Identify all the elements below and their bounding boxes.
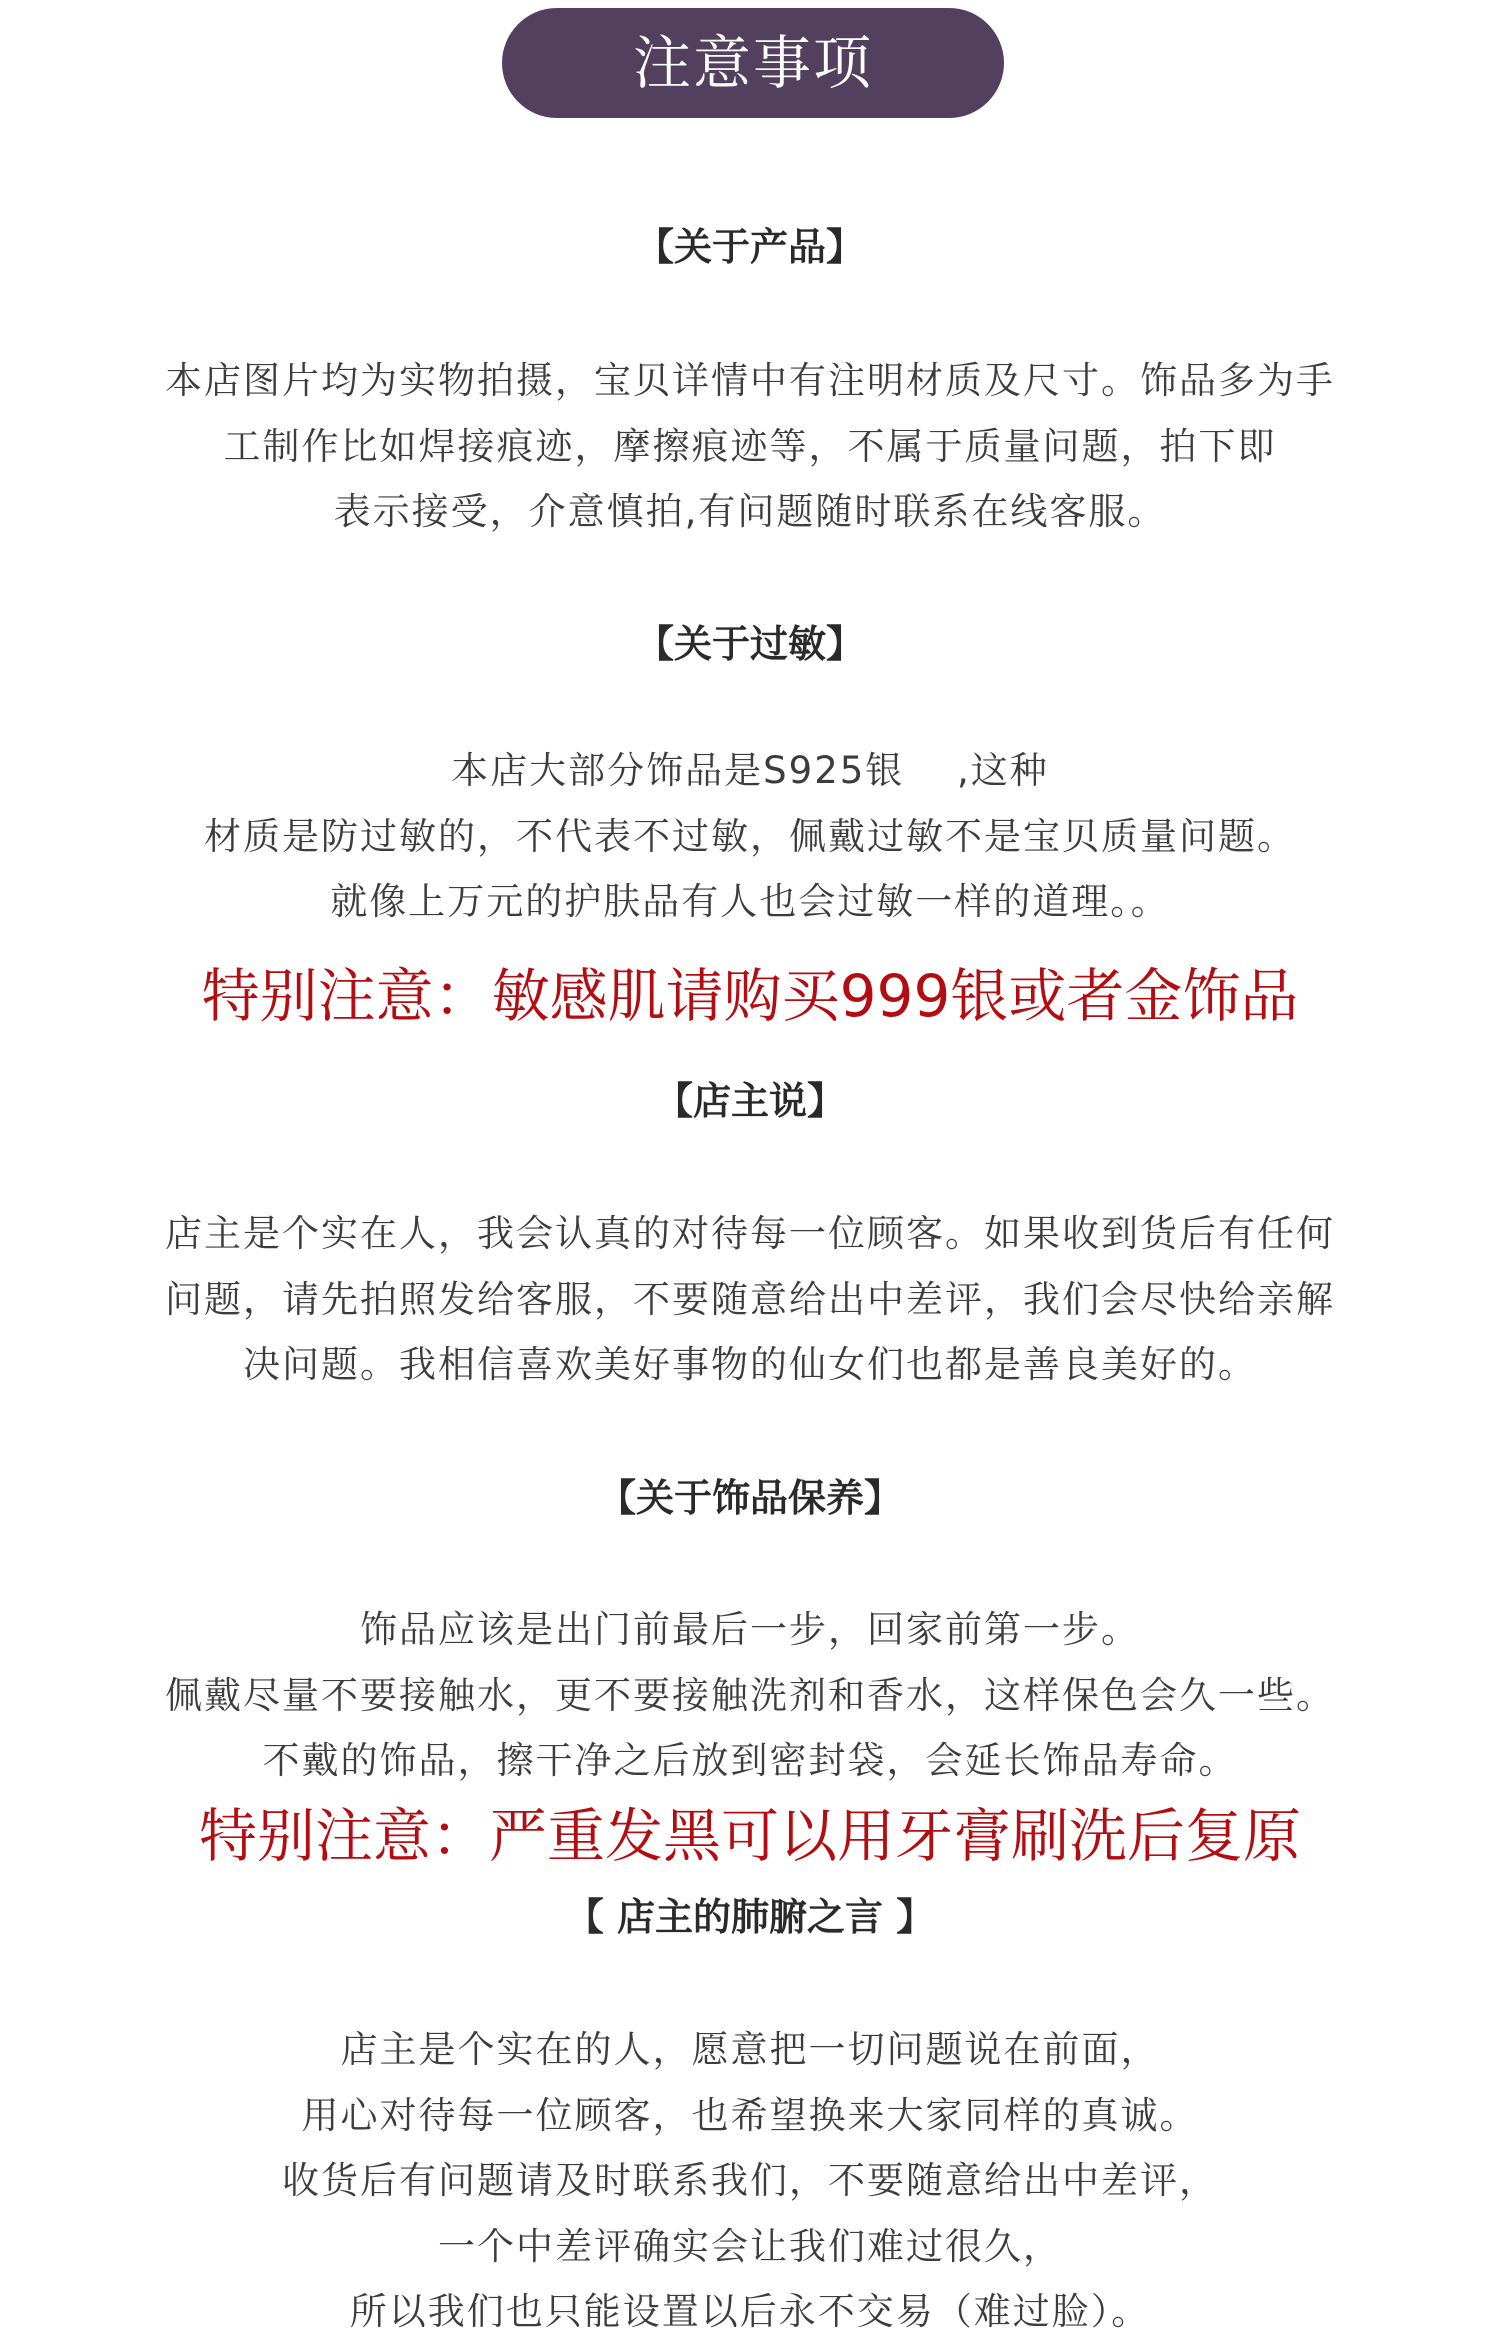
heading-about-product: 【关于产品】 (635, 225, 864, 269)
heading-owner-says: 【店主说】 (654, 1079, 845, 1123)
special-notice-blackening: 特别注意：严重发黑可以用牙膏刷洗后复原 (198, 1802, 1301, 1870)
heading-jewelry-care: 【关于饰品保养】 (597, 1476, 902, 1520)
page-title: 注意事项 (502, 8, 1004, 118)
paragraph-line: 就像上万元的护肤品有人也会过敏一样的道理。。 (330, 880, 1170, 923)
paragraph-line: 本店大部分饰品是S925银 ,这种 (451, 749, 1049, 792)
paragraph-line: 用心对待每一位顾客，也希望换来大家同样的真诚。 (301, 2093, 1199, 2137)
paragraph-line: 收货后有问题请及时联系我们，不要随意给出中差评， (282, 2159, 1218, 2202)
paragraph-line: 佩戴尽量不要接触水，更不要接触洗剂和香水，这样保色会久一些。 (165, 1673, 1335, 1717)
paragraph-line: 饰品应该是出门前最后一步，回家前第一步。 (360, 1608, 1140, 1651)
paragraph-line: 店主是个实在的人，愿意把一切问题说在前面， (340, 2028, 1160, 2071)
paragraph-about-allergy (0, 738, 1500, 935)
paragraph-line: 问题，请先拍照发给客服，不要随意给出中差评，我们会尽快给亲解 (165, 1277, 1335, 1321)
special-notice-sensitive-skin: 特别注意：敏感肌请购买999银或者金饰品 (201, 962, 1299, 1030)
paragraph-line: 店主是个实在人，我会认真的对待每一位顾客。如果收到货后有任何 (165, 1212, 1335, 1255)
paragraph-line: 材质是防过敏的，不代表不过敏，佩戴过敏不是宝贝质量问题。 (204, 814, 1296, 858)
paragraph-about-product (0, 348, 1500, 545)
paragraph-line: 表示接受，介意慎拍,有问题随时联系在线客服。 (333, 490, 1167, 533)
paragraph-line: 决问题。我相信喜欢美好事物的仙女们也都是善良美好的。 (243, 1343, 1257, 1386)
paragraph-jewelry-care (0, 1597, 1500, 1794)
paragraph-line: 工制作比如焊接痕迹，摩擦痕迹等，不属于质量问题，拍下即 (223, 424, 1277, 468)
paragraph-line: 一个中差评确实会让我们难过很久， (438, 2224, 1062, 2268)
paragraph-owner-says (0, 1201, 1500, 1398)
heading-owner-heartfelt-words: 【 店主的肺腑之言 】 (565, 1895, 935, 1939)
heading-about-allergy: 【关于过敏】 (635, 622, 864, 666)
paragraph-line: 不戴的饰品，擦干净之后放到密封袋，会延长饰品寿命。 (262, 1739, 1238, 1782)
paragraph-line: 所以我们也只能设置以后永不交易（难过脸）。 (349, 2290, 1151, 2333)
paragraph-owner-heartfelt-words (0, 2017, 1500, 2345)
paragraph-line: 本店图片均为实物拍摄，宝贝详情中有注明材质及尺寸。饰品多为手 (165, 359, 1335, 402)
